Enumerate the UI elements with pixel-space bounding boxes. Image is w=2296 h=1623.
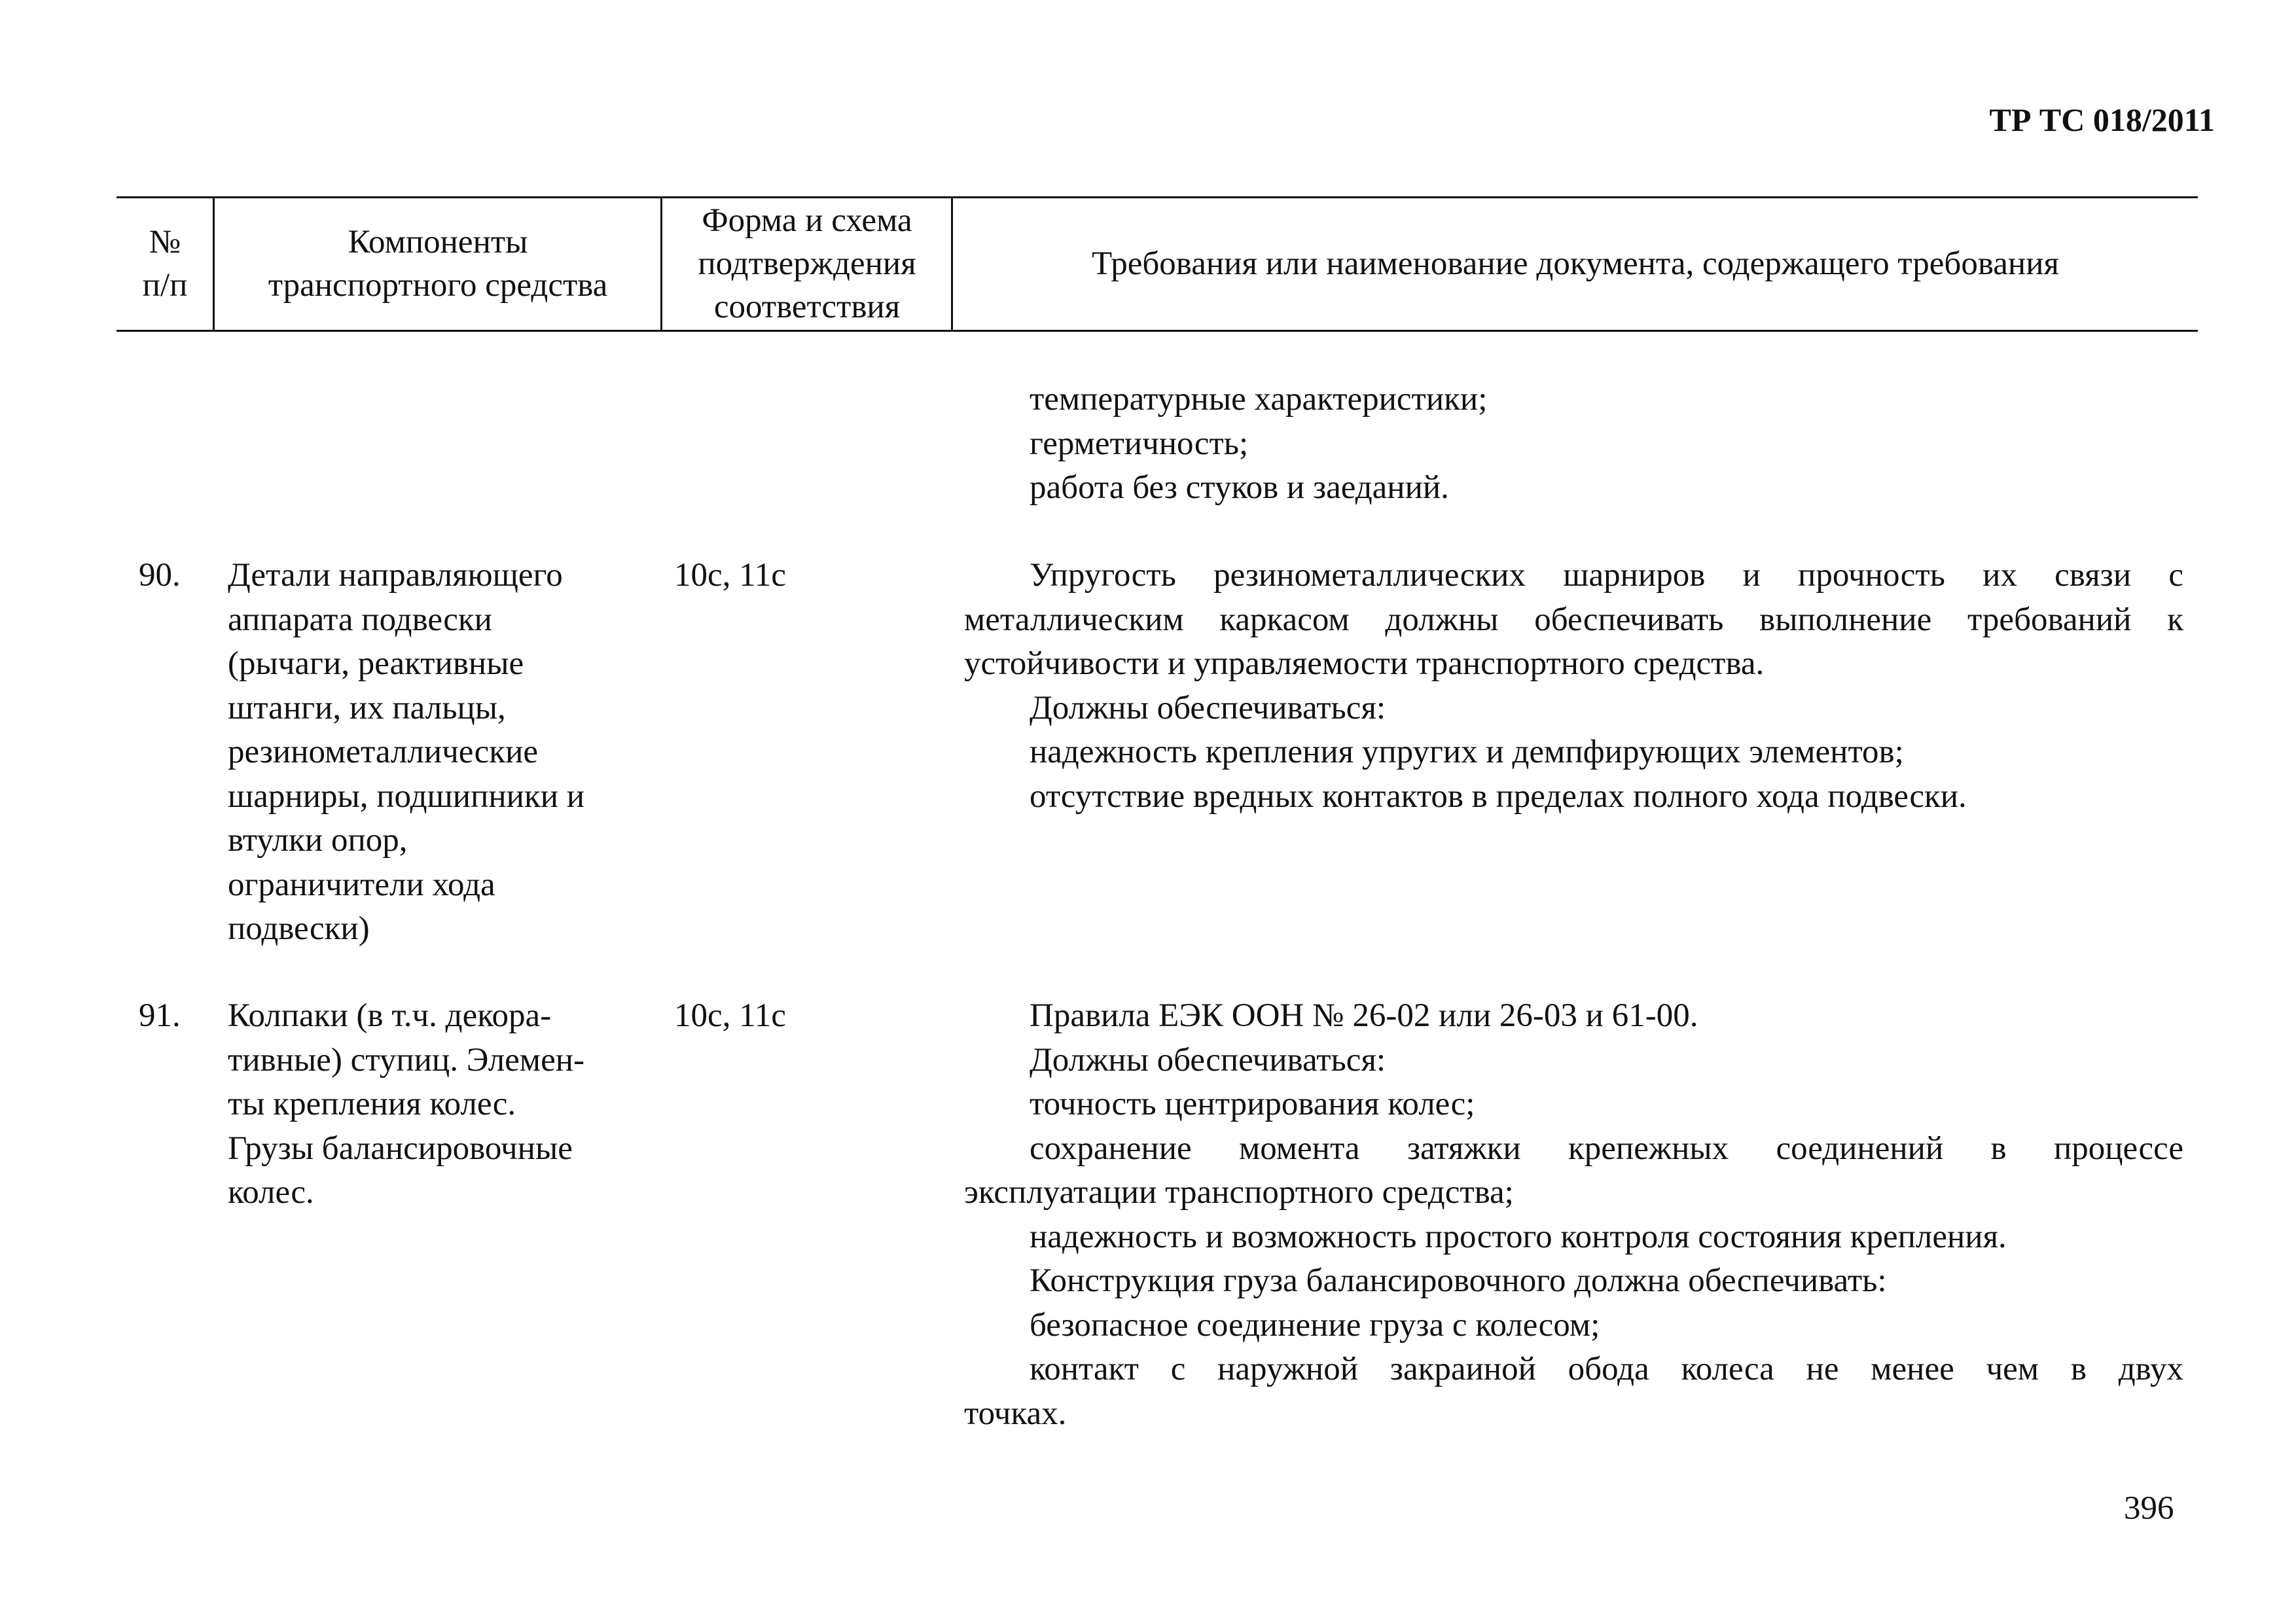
requirement-line: Должны обеспечиваться:: [1030, 1041, 1386, 1079]
requirement-line: Упругость резинометаллических шарниров и прочность их связи с: [1030, 557, 2183, 594]
requirement-line: надежность крепления упругих и демпфирующих элементов;: [1030, 734, 1904, 770]
component-line: ограничители хода: [228, 866, 495, 903]
table-header-bottom-rule: [117, 330, 2198, 332]
column-header-line: подтверждения: [698, 245, 916, 282]
row-number: [139, 554, 211, 598]
column-header-line: соответствия: [713, 289, 901, 325]
column-header-line: транспортного средства: [268, 267, 608, 304]
requirement-line: устойчивости и управляемости транспортного средства.: [964, 645, 1765, 682]
component-line: втулки опор,: [228, 822, 408, 859]
requirement-line: Правила ЕЭК ООН № 26-02 или 26-03 и 61-00.: [1030, 997, 1698, 1034]
conformity-form-text: 10с, 11с: [674, 997, 786, 1034]
column-header-line: Форма и схема: [702, 202, 912, 239]
requirement-line: надежность и возможность простого контроля состояния крепления.: [1030, 1218, 2007, 1255]
row-number-text: 91.: [139, 997, 181, 1034]
component-line: Колпаки (в т.ч. декора-: [228, 997, 552, 1034]
requirement-line: сохранение момента затяжки крепежных соединений в процессе: [1030, 1130, 2183, 1167]
component-line: подвески): [228, 910, 370, 947]
requirement-line: работа без стуков и заеданий.: [1030, 469, 1449, 506]
column-header-line: п/п: [142, 267, 188, 304]
row-conformity-form: [674, 554, 949, 598]
requirement-line: Конструкция груза балансировочного должна обеспечивать:: [1030, 1262, 1887, 1299]
component-line: колес.: [228, 1174, 314, 1211]
component-line: штанги, их пальцы,: [228, 689, 506, 726]
requirement-line: металлическим каркасом должны обеспечивать выполнение требований к: [964, 601, 2183, 638]
continuation-requirements: [964, 378, 2183, 510]
component-line: (рычаги, реактивные: [228, 645, 524, 682]
column-header-requirements: [953, 198, 2198, 330]
column-header-line: Компоненты: [348, 224, 528, 260]
requirement-line: точках.: [964, 1395, 1067, 1432]
row-requirements: [964, 994, 2183, 1436]
row-component: [228, 554, 660, 952]
column-header-line: №: [149, 224, 181, 260]
component-line: ты крепления колес.: [228, 1086, 516, 1122]
column-header-line: Требования или наименование документа, содержащего требования: [1092, 245, 2059, 282]
column-header-components: [215, 198, 661, 330]
component-line: шарниры, подшипники и: [228, 777, 585, 815]
row-number-text: 90.: [139, 557, 181, 594]
row-component: [228, 994, 660, 1215]
component-line: Грузы балансировочные: [228, 1130, 573, 1167]
row-conformity-form: [674, 994, 949, 1039]
requirement-line: отсутствие вредных контактов в пределах полного хода подвески.: [1030, 777, 1967, 815]
component-line: Детали направляющего: [228, 557, 563, 594]
conformity-form-text: 10с, 11с: [674, 557, 786, 594]
requirement-line: точность центрирования колес;: [1030, 1086, 1475, 1122]
column-header-conformity-form: [662, 198, 952, 330]
component-line: тивные) ступиц. Элемен-: [228, 1041, 584, 1079]
requirement-line: Должны обеспечиваться:: [1030, 689, 1386, 726]
requirement-line: безопасное соединение груза с колесом;: [1030, 1306, 1600, 1344]
row-requirements: [964, 554, 2183, 819]
column-header-number: [117, 198, 213, 330]
requirement-line: эксплуатации транспортного средства;: [964, 1174, 1514, 1211]
component-line: аппарата подвески: [228, 601, 492, 638]
requirement-line: контакт с наружной закраиной обода колеса не менее чем в двух: [1030, 1351, 2183, 1387]
document-code: ТР ТС 018/2011: [1989, 101, 2215, 138]
requirement-line: температурные характеристики;: [1030, 381, 1488, 418]
component-line: резинометаллические: [228, 734, 539, 770]
page-number: 396: [2124, 1490, 2174, 1527]
requirement-line: герметичность;: [1030, 425, 1249, 462]
row-number: [139, 994, 211, 1039]
